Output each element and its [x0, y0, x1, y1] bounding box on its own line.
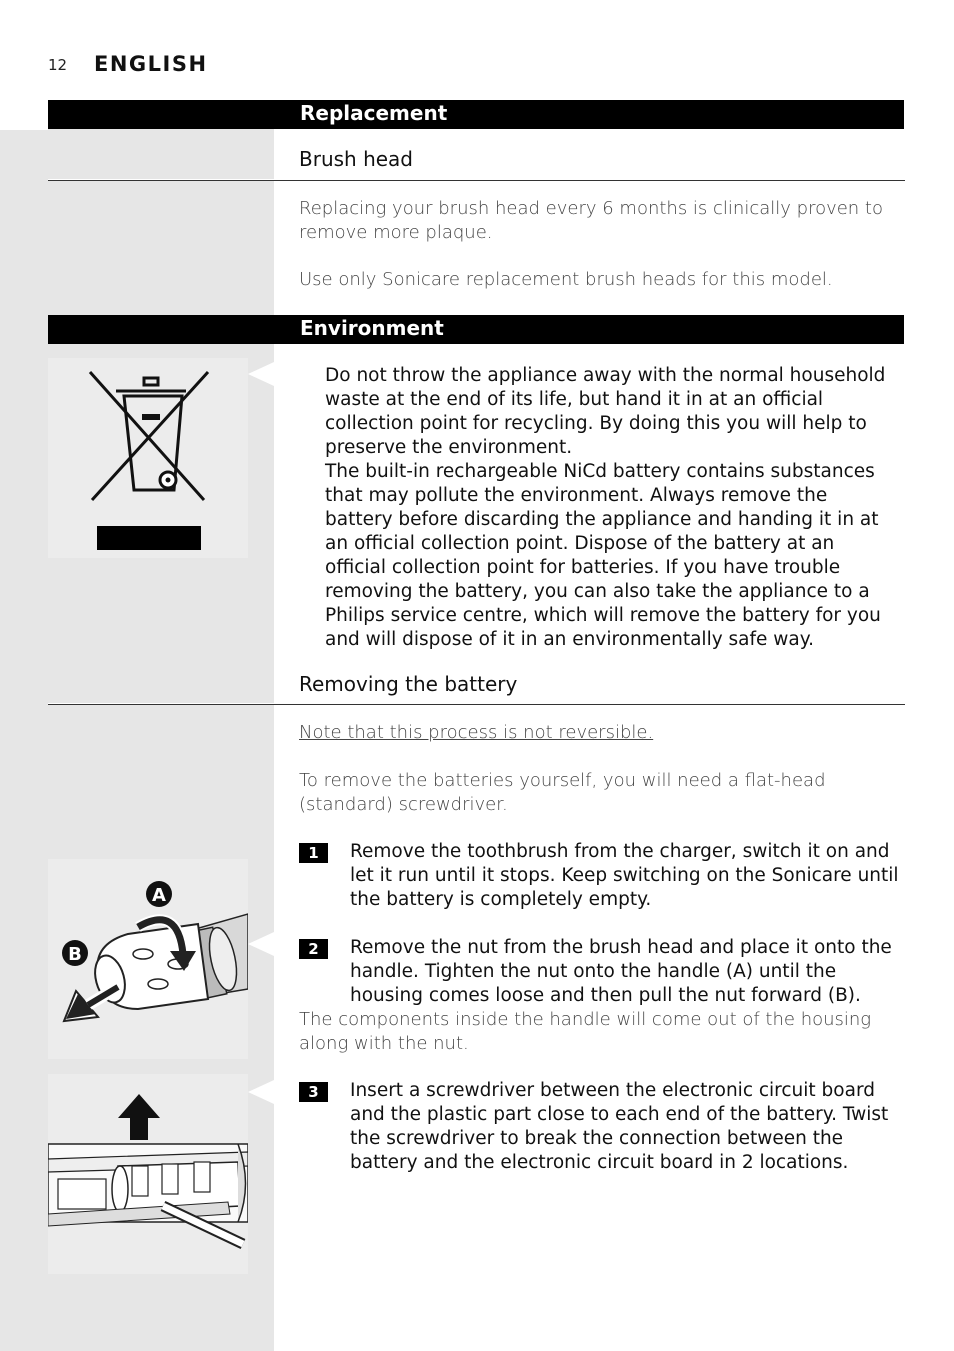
tools-needed: To remove the batteries yourself, you will need a flat-head (standard) screwdriver.	[299, 770, 826, 815]
callout-pointer	[248, 362, 274, 386]
divider	[48, 704, 905, 705]
label-b: B	[68, 944, 82, 965]
divider-gap	[48, 703, 274, 704]
circuit-board-illustration	[48, 1074, 248, 1274]
step-2-note: The components inside the handle will come out of the housing along with the nut.	[299, 1009, 872, 1054]
step-number-1: 1	[299, 843, 328, 863]
subheading-brush-head: Brush head	[299, 147, 414, 171]
divider-gap	[48, 179, 274, 180]
step-text-1: Remove the toothbrush from the charger, switch it on and let it run until it stops. Keep switching on the Sonicare until the battery is completely empty.	[350, 841, 899, 910]
step-number-2: 2	[299, 939, 328, 959]
section-title-environment: Environment	[300, 316, 444, 340]
subheading-removing-battery: Removing the battery	[299, 672, 518, 696]
section-bar-replacement	[48, 100, 904, 129]
nut-removal-illustration	[48, 859, 248, 1059]
brush-head-para-1: Replacing your brush head every 6 months is clinically proven to remove more plaque.	[299, 198, 884, 243]
brush-head-para-2: Use only Sonicare replacement brush heads for this model.	[299, 269, 833, 290]
weee-bin-illustration	[48, 358, 248, 558]
screwdriver-board-icon	[48, 1074, 248, 1274]
step-text-2: Remove the nut from the brush head and place it onto the handle. Tighten the nut onto the handle (A) until the housing comes loose and then pull the nut forward (B).	[350, 937, 892, 1006]
callout-pointer	[248, 1080, 274, 1104]
step-number-3: 3	[299, 1082, 328, 1102]
callout-pointer	[248, 932, 274, 956]
irreversible-note: Note that this process is not reversible.	[299, 722, 654, 743]
section-title-replacement: Replacement	[300, 101, 448, 125]
environment-para-1: Do not throw the appliance away with the normal household waste at the end of its life, but hand it in at an official collection point for recycling. By doing this you will help to preserve the environment.	[325, 365, 886, 458]
divider	[48, 180, 905, 181]
section-bar-environment	[48, 315, 904, 344]
crossed-bin-icon	[48, 358, 248, 558]
step-text-3: Insert a screwdriver between the electronic circuit board and the plastic part close to each end of the battery. Twist the screwdriver to break the connection between the battery and the electronic circuit board in 2 locations.	[350, 1080, 889, 1173]
margin-gap	[0, 110, 48, 130]
label-a: A	[152, 885, 166, 906]
nut-twist-icon	[48, 859, 248, 1059]
environment-para-2: The built-in rechargeable NiCd battery contains substances that may pollute the environment. Always remove the battery before discarding the appliance and handing it in at an official collection point. Dispose of the battery at an official collection point for batteries. If you have trouble removing the battery, you can also take the appliance to a Philips service centre, which will remove the battery for you and will dispose of it in an environmentally safe way.	[325, 461, 881, 650]
page-language: ENGLISH	[94, 52, 208, 76]
page-number: 12	[48, 56, 68, 74]
